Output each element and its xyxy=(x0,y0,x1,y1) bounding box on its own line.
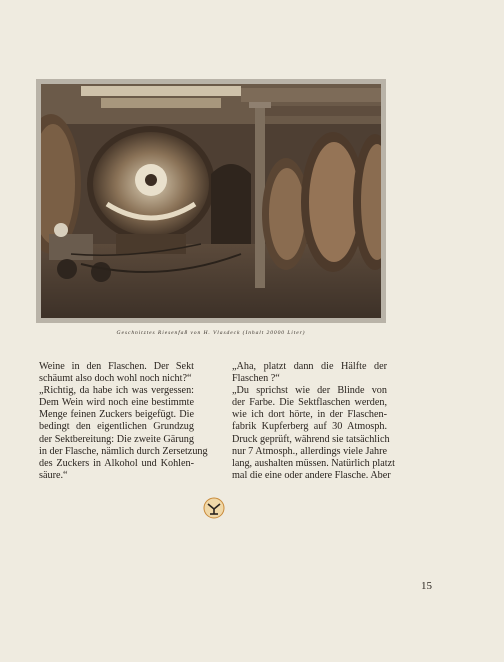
text-line: „Richtig, da habe ich was vergessen: xyxy=(39,385,194,397)
text-line: wie ich dort hörte, in der Flaschen- xyxy=(232,409,387,421)
text-column-left xyxy=(39,361,208,482)
text-line: „Aha, platzt dann die Hälfte der xyxy=(232,361,387,372)
text-line: Druck geprüft, während sie tatsächlich xyxy=(232,433,390,445)
text-line: lang, aushalten müssen. Natürlich platzt xyxy=(232,457,395,469)
text-line: Menge feinen Zuckers beigefügt. Die xyxy=(39,409,194,421)
text-line: mal die eine oder andere Flasche. Aber xyxy=(232,469,391,481)
text-line: fabrik Kupferberg auf 30 Atmosph. xyxy=(232,421,387,433)
printer-emblem-icon xyxy=(203,497,225,519)
text-line: Dem Wein wird noch eine bestimmte xyxy=(39,397,194,409)
text-line: des Zuckers in Alkohol und Kohlen- xyxy=(39,457,194,469)
wine-cellar-photograph xyxy=(41,84,381,318)
text-line: der Farbe. Die Sektflaschen werden, xyxy=(232,397,387,409)
text-line: schäumt also doch wohl noch nicht?“ xyxy=(39,373,192,385)
page-number: 15 xyxy=(421,580,432,592)
text-line: „Du sprichst wie der Blinde von xyxy=(232,385,387,397)
text-line: nur 7 Atmosph., allerdings viele Jahre xyxy=(232,445,387,457)
figure-caption: Geschnitztes Riesenfaß von H. Vlasdeck (Inhalt 20000 Liter) xyxy=(116,330,306,336)
text-line: der Sektbereitung: Die zweite Gärung xyxy=(39,433,194,445)
text-line: bedingt den eigentlichen Grundzug xyxy=(39,421,194,433)
text-line: in der Flasche, nämlich durch Zersetzung xyxy=(39,445,208,457)
figure-frame xyxy=(36,79,386,323)
text-line: Flaschen ?“ xyxy=(232,373,280,385)
text-line: säure.“ xyxy=(39,469,68,481)
text-line: Weine in den Flaschen. Der Sekt xyxy=(39,361,194,372)
text-column-right xyxy=(232,361,395,482)
